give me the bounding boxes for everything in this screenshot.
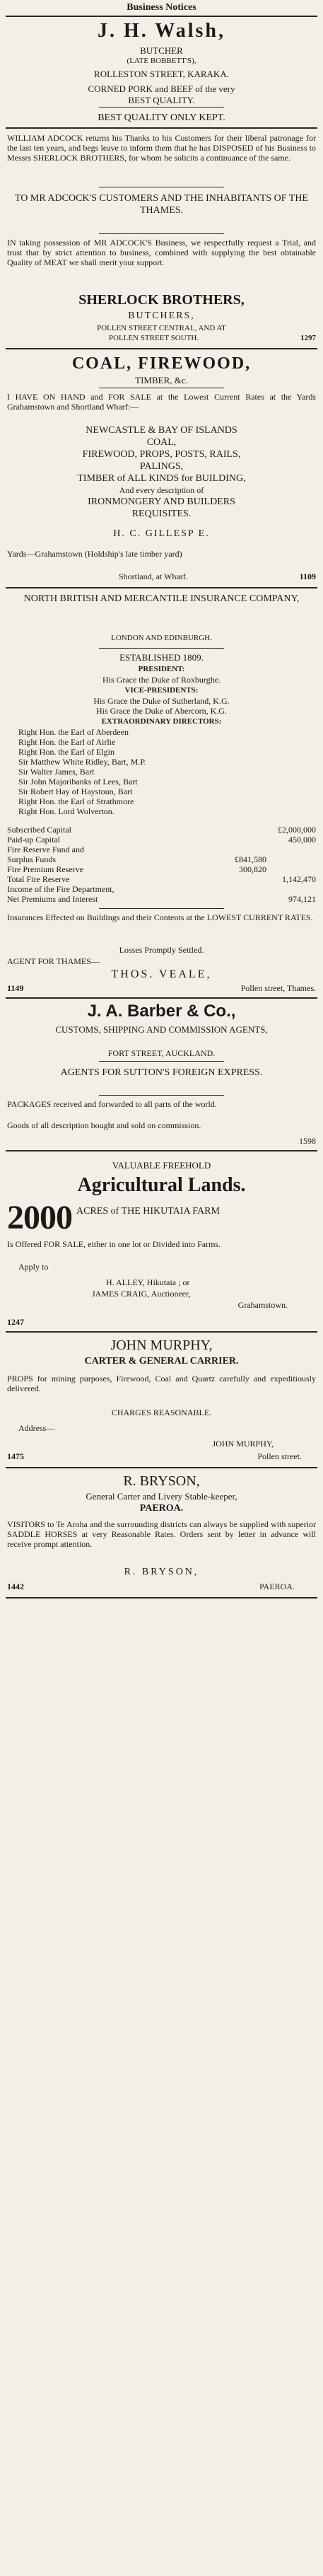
insurance-president: His Grace the Duke of Roxburghe. [102, 675, 221, 685]
gillespie-item1: NEWCASTLE & BAY OF ISLANDS [86, 425, 237, 436]
insurance-director: Sir Matthew White Ridley, Bart, M.P. [18, 757, 146, 767]
gillespie-item4: PALINGS, [139, 461, 184, 472]
fin-value [217, 825, 266, 835]
land-heading-1: VALUABLE FREEHOLD [112, 1160, 211, 1171]
barber-address: FORT STREET, AUCKLAND. [107, 1048, 216, 1058]
gillespie-item6: And every description of [119, 485, 204, 495]
ad-ref-number: 1442 [7, 1582, 24, 1591]
sherlock-firm: SHERLOCK BROTHERS, [78, 292, 245, 308]
bryson-signature: R. BRYSON, [124, 1567, 199, 1577]
insurance-losses: Losses Promptly Settled. [119, 945, 204, 955]
ad-ref-number: 1149 [7, 983, 24, 993]
ad-ref-number: 1598 [299, 1136, 316, 1146]
fin-value [217, 884, 266, 894]
insurance-director: Sir Robert Hay of Haystoun, Bart [18, 787, 133, 796]
fin-label: Paid-up Capital [7, 835, 60, 845]
land-acres-label: ACRES of THE HIKUTAIA FARM [76, 1206, 220, 1217]
insurance-director: Sir John Majoribanks of Lees, Bart [18, 777, 138, 787]
insurance-financials [7, 825, 316, 904]
fin-total [266, 864, 316, 874]
murphy-charges: CHARGES REASONABLE. [111, 1408, 212, 1417]
murphy-trade: CARTER & GENERAL CARRIER. [84, 1356, 239, 1367]
bryson-trade: General Carter and Livery Stable-keeper, [86, 1491, 237, 1502]
fin-label: Fire Reserve Fund and [7, 845, 84, 854]
barber-packages: PACKAGES received and forwarded to all parts of the world. [7, 1099, 217, 1109]
divider [99, 648, 224, 649]
gillespie-item3: FIREWOOD, PROPS, POSTS, RAILS, [82, 449, 241, 460]
walsh-trade: BUTCHER [140, 45, 183, 56]
insurance-agent-heading: AGENT FOR THAMES— [7, 956, 100, 966]
gillespie-shortland-row [7, 572, 316, 581]
gillespie-item8: REQUISITES. [131, 509, 192, 519]
bryson-visitors: VISITORS to Te Aroha and the surrounding districts can always be supplied with superior SADDLE HORSES at very Reasonable Rates. Orders sent by letter in advance will receive prompt attention. [7, 1519, 316, 1549]
insurance-director: Sir Walter James, Bart [18, 767, 95, 777]
divider [99, 1061, 224, 1062]
divider [6, 1331, 317, 1333]
divider [99, 1095, 224, 1096]
murphy-props: PROPS for mining purposes, Firewood, Coal and Quartz carefully and expeditiously delivered. [7, 1374, 316, 1393]
divider [6, 997, 317, 999]
fin-label: Surplus Funds [7, 854, 57, 864]
ad-ref-number: 1109 [299, 572, 316, 581]
insurance-agent-row [7, 983, 316, 993]
bryson-town: PAEROA. [139, 1503, 184, 1514]
barber-services: CUSTOMS, SHIPPING AND COMMISSION AGENTS, [55, 1024, 268, 1035]
land-offer: Is Offered FOR SALE, either in one lot or Divided into Farms. [7, 1239, 221, 1249]
insurance-president-heading: PRESIDENT: [138, 665, 185, 673]
fin-value [217, 845, 266, 854]
ad-ref-number: 1297 [300, 334, 316, 342]
murphy-name: JOHN MURPHY, [110, 1338, 213, 1353]
gillespie-intro: I HAVE ON HAND and FOR SALE at the Lowest Current Rates at the Yards Grahamstown and Shortland Wharf:— [7, 392, 316, 412]
fin-label: Net Premiums and Interest [7, 894, 98, 904]
sherlock-trade: BUTCHERS, [128, 311, 195, 321]
barber-name: J. A. Barber & Co., [87, 1002, 236, 1021]
section-header: Business Notices [127, 2, 196, 13]
fin-label: Income of the Fire Department, [7, 884, 114, 894]
fin-value [217, 835, 266, 845]
walsh-line2: BEST QUALITY. [128, 95, 195, 105]
murphy-addr2: Pollen street. [257, 1451, 302, 1461]
insurance-vice-2: His Grace the Duke of Abercorn, K.G. [96, 706, 227, 716]
divider [6, 587, 317, 588]
table-row [7, 884, 316, 894]
insurance-established: ESTABLISHED 1809. [119, 652, 204, 663]
sherlock-notice: IN taking possession of MR ADCOCK'S Business, we respectfully request a Trial, and trust that by strict attention to business, combined with supplying the best obtainable Quality of MEAT we shall merit your support. [7, 238, 316, 267]
table-row [7, 874, 316, 884]
table-row [7, 825, 316, 835]
divider [6, 16, 317, 17]
insurance-director: Right Hon. the Earl of Strathmore [18, 796, 134, 806]
insurance-director: Right Hon. the Earl of Airlie [18, 737, 116, 747]
fin-label: Total Fire Reserve [7, 874, 70, 884]
table-row [7, 894, 316, 904]
land-agent-2: JAMES CRAIG, Auctioneer, [92, 1289, 191, 1299]
land-agent-3: Grahamstown. [237, 1300, 288, 1310]
insurance-vice-heading: VICE-PRESIDENTS: [124, 686, 199, 695]
fin-value [217, 894, 266, 904]
insurance-director: Right Hon. the Earl of Aberdeen [18, 727, 129, 737]
adcock-heading: TO MR ADCOCK'S CUSTOMERS AND THE INHABITANTS OF THE THAMES. [15, 193, 308, 216]
insurance-title: NORTH BRITISH AND MERCANTILE INSURANCE COMPANY, [23, 593, 300, 604]
fin-label: Subscribed Capital [7, 825, 71, 835]
insurance-director: Right Hon. Lord Wolverton. [18, 806, 114, 816]
divider [99, 908, 224, 909]
insurance-director: Right Hon. the Earl of Elgin [18, 747, 114, 757]
bryson-ref-row [7, 1582, 316, 1591]
murphy-addr-row [7, 1451, 316, 1461]
land-agent-1: H. ALLEY, Hikutaia ; or [106, 1277, 190, 1287]
insurance-agent-name: THOS. VEALE, [111, 968, 212, 980]
divider [6, 127, 317, 129]
fin-total [266, 854, 316, 864]
gillespie-item5: TIMBER of ALL KINDS for BUILDING, [77, 473, 246, 484]
fin-value: 300,820 [239, 864, 266, 874]
land-acres-block [7, 1199, 316, 1238]
walsh-line3: BEST QUALITY ONLY KEPT. [98, 112, 225, 123]
fin-value [217, 874, 266, 884]
fin-total: 974,121 [288, 894, 316, 904]
divider [99, 107, 224, 108]
insurance-rates: Insurances Effected on Buildings and their Contents at the LOWEST CURRENT RATES. [7, 912, 313, 922]
gillespie-sub: TIMBER, &c. [135, 375, 188, 385]
divider [99, 233, 224, 234]
fin-total [266, 884, 316, 894]
barber-goods: Goods of all description bought and sold on commission. [7, 1120, 201, 1130]
divider [6, 1597, 317, 1599]
ad-ref-number: 1475 [7, 1451, 24, 1461]
adcock-notice: WILLIAM ADCOCK returns his Thanks to his Customers for their liberal patronage for the last ten years, and begs leave to inform them that he has DISPOSED of his Business to Messrs SHERLOCK BROTHERS, for whom he solicits a continuance of the same. [7, 133, 316, 163]
walsh-address: ROLLESTON STREET, KARAKA. [94, 69, 229, 79]
walsh-late: (LATE BOBBETT'S), [127, 57, 196, 65]
gillespie-name: H. C. GILLESP E. [113, 528, 210, 539]
fin-total: 450,000 [288, 835, 316, 845]
land-apply: Apply to [18, 1262, 49, 1272]
walsh-name: J. H. Walsh, [98, 20, 225, 42]
fin-total: 1,142,470 [282, 874, 316, 884]
table-row [7, 864, 316, 874]
sherlock-addr2-row [7, 334, 316, 343]
walsh-line1: CORNED PORK and BEEF of the very [88, 83, 235, 94]
gillespie-item2: COAL, [146, 437, 177, 448]
gillespie-item7: IRONMONGERY AND BUILDERS [88, 497, 235, 507]
fin-label: Fire Premium Reserve [7, 864, 83, 874]
table-row [7, 845, 316, 854]
insurance-agent-address: Pollen street, Thames. [240, 983, 316, 993]
fin-total [266, 845, 316, 854]
ad-ref-number: 1247 [7, 1317, 24, 1327]
bryson-name: R. BRYSON, [123, 1473, 200, 1489]
land-acre-count: 2000 [7, 1199, 72, 1236]
divider [6, 1150, 317, 1151]
fin-value: £841,580 [235, 854, 266, 864]
table-row [7, 854, 316, 864]
insurance-vice-1: His Grace the Duke of Sutherland, K.G. [93, 696, 230, 706]
bryson-sig-town: PAEROA. [259, 1582, 295, 1591]
barber-agents: AGENTS FOR SUTTON'S FOREIGN EXPRESS. [60, 1067, 263, 1078]
table-row [7, 835, 316, 845]
gillespie-yards: Yards—Grahamstown (Holdship's late timber yard) [7, 549, 182, 559]
land-heading-2: Agricultural Lands. [77, 1174, 246, 1196]
murphy-addr1: JOHN MURPHY, [212, 1439, 274, 1449]
murphy-address-heading: Address— [18, 1423, 55, 1433]
fin-total: £2,000,000 [278, 825, 316, 835]
divider [6, 1467, 317, 1468]
gillespie-shortland: Shortland, at Wharf. [118, 572, 188, 581]
insurance-cities: LONDON AND EDINBURGH. [111, 634, 212, 642]
sherlock-addr1: POLLEN STREET CENTRAL, AND AT [97, 324, 226, 332]
sherlock-addr2: POLLEN STREET SOUTH. [108, 334, 199, 342]
insurance-directors-heading: EXTRAORDINARY DIRECTORS: [101, 717, 222, 726]
gillespie-title: COAL, FIREWOOD, [71, 354, 252, 373]
divider [6, 348, 317, 349]
